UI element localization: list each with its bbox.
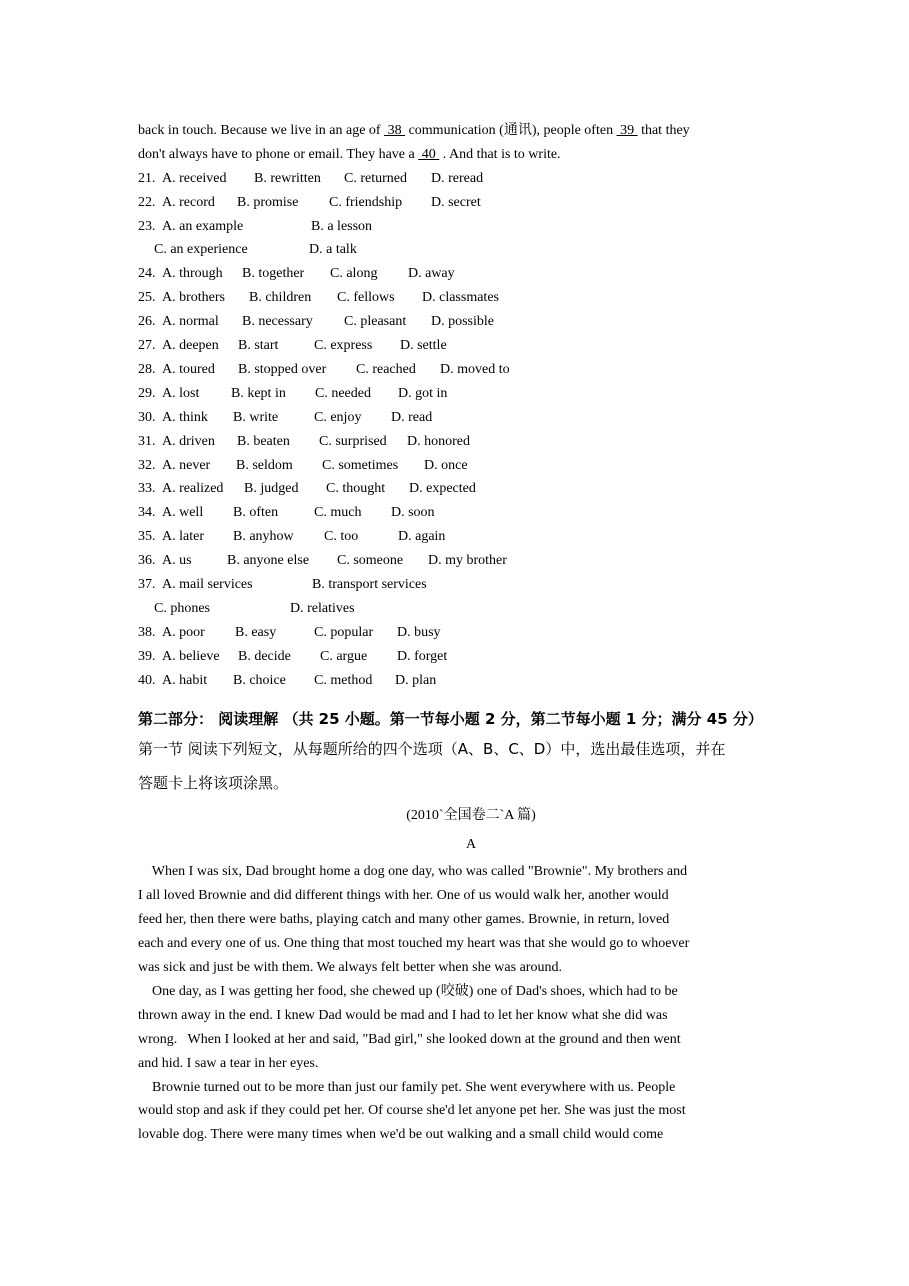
question-30 <box>138 406 778 430</box>
passage-body <box>138 860 778 1147</box>
option-b: B. anyhow <box>233 529 294 545</box>
option-d: D. a talk <box>309 242 357 258</box>
cloze-text: back in touch. Because we live in an age of <box>138 123 385 138</box>
option-d: D. soon <box>391 505 435 521</box>
option-c: C. returned <box>344 170 407 186</box>
question-23 <box>138 215 778 239</box>
passage-line: would stop and ask if they could pet her. Of course she'd let anyone pet her. She was just the most <box>138 1103 686 1119</box>
option-b: B. choice <box>233 672 286 688</box>
option-c: C. argue <box>320 648 368 664</box>
passage-line: lovable dog. There were many times when we'd be out walking and a small child would come <box>138 1127 664 1143</box>
option-d: D. away <box>408 266 455 282</box>
option-d: D. honored <box>407 433 470 449</box>
option-d: D. busy <box>397 624 441 640</box>
option-d: D. read <box>391 409 433 425</box>
option-d: D. reread <box>431 170 484 186</box>
option-a: A. normal <box>162 314 219 330</box>
option-c: C. friendship <box>329 194 403 210</box>
cloze-text: don't always have to phone or email. They have a <box>138 146 419 162</box>
option-d: D. possible <box>431 314 494 330</box>
option-d: D. moved to <box>440 361 510 377</box>
option-a: A. through <box>162 266 223 282</box>
option-c: C. popular <box>314 624 374 640</box>
question-25 <box>138 286 778 310</box>
passage-line: and hid. I saw a tear in her eyes. <box>138 1055 319 1071</box>
option-b: B. anyone else <box>227 553 310 569</box>
option-d: D. secret <box>431 194 481 210</box>
option-b: B. beaten <box>237 433 290 449</box>
option-d: D. forget <box>397 648 448 664</box>
question-number: 40. <box>138 672 156 688</box>
question-number: 31. <box>138 433 156 449</box>
blank-39: 39 <box>616 123 638 138</box>
option-a: A. record <box>162 194 215 210</box>
blank-40: 40 <box>418 146 440 162</box>
part2-instruction-line-1: 第一节 阅读下列短文，从每题所给的四个选项（A、B、C、D）中，选出最佳选项，并在 <box>138 740 726 759</box>
option-d: D. my brother <box>428 553 507 569</box>
question-number: 33. <box>138 481 156 497</box>
passage-line: One day, as I was getting her food, she chewed up (咬破) one of Dad's shoes, which had to be <box>138 983 678 999</box>
option-c: C. pleasant <box>344 314 407 330</box>
option-b: B. transport services <box>312 576 427 592</box>
option-a: A. deepen <box>162 338 219 354</box>
question-number: 21. <box>138 170 156 186</box>
option-b: B. promise <box>237 194 299 210</box>
option-d: D. got in <box>398 385 448 401</box>
question-number: 23. <box>138 218 156 234</box>
option-b: B. necessary <box>242 314 313 330</box>
option-c: C. an experience <box>154 242 248 258</box>
option-a: A. think <box>162 409 208 425</box>
option-c: C. reached <box>356 361 416 377</box>
question-number: 25. <box>138 290 156 306</box>
question-22 <box>138 191 778 215</box>
option-a: A. realized <box>162 481 224 497</box>
question-37-second-line <box>138 597 778 621</box>
passage-line: feed her, then there were baths, playing catch and many other games. Brownie, in return, loved <box>138 912 670 928</box>
cloze-text: communication (通讯), people often <box>405 123 617 138</box>
question-31 <box>138 430 778 454</box>
question-23-second-line <box>138 238 778 262</box>
option-d: D. expected <box>409 481 476 497</box>
option-c: C. enjoy <box>314 409 362 425</box>
option-c: C. much <box>314 505 362 521</box>
question-number: 36. <box>138 553 156 569</box>
cloze-line-2 <box>138 143 778 167</box>
option-d: D. relatives <box>290 600 355 616</box>
option-d: D. classmates <box>422 290 499 306</box>
part2-instruction-line-2: 答题卡上将该项涂黑。 <box>138 774 289 793</box>
option-a: A. received <box>162 170 227 186</box>
option-a: A. driven <box>162 433 215 449</box>
question-26 <box>138 310 778 334</box>
passage-line: When I was six, Dad brought home a dog one day, who was called "Brownie". My brothers and <box>138 864 688 880</box>
question-number: 26. <box>138 314 156 330</box>
cloze-text: that they <box>637 123 690 138</box>
option-c: C. along <box>330 266 378 282</box>
option-b: B. easy <box>235 624 277 640</box>
question-35 <box>138 525 778 549</box>
question-37 <box>138 573 778 597</box>
option-a: A. mail services <box>162 576 253 592</box>
option-d: D. plan <box>395 672 437 688</box>
option-a: A. lost <box>162 385 200 401</box>
question-list <box>138 167 778 693</box>
option-a: A. us <box>162 553 192 569</box>
question-29 <box>138 382 778 406</box>
question-number: 38. <box>138 624 156 640</box>
cloze-text: . And that is to write. <box>439 146 561 162</box>
question-number: 35. <box>138 529 156 545</box>
option-b: B. together <box>242 266 305 282</box>
question-39 <box>138 645 778 669</box>
option-c: C. thought <box>326 481 386 497</box>
option-b: B. a lesson <box>311 218 373 234</box>
question-number: 30. <box>138 409 156 425</box>
option-a: A. poor <box>162 624 205 640</box>
question-number: 24. <box>138 266 156 282</box>
cloze-line-1 <box>138 119 778 143</box>
option-c: C. phones <box>154 600 210 616</box>
question-32 <box>138 454 778 478</box>
option-a: A. habit <box>162 672 208 688</box>
passage-line: was sick and just be with them. We always felt better when she was around. <box>138 960 562 976</box>
passage-line: Brownie turned out to be more than just our family pet. She went everywhere with us. People <box>138 1079 676 1095</box>
option-a: A. believe <box>162 648 220 664</box>
option-d: D. settle <box>400 338 447 354</box>
option-c: C. fellows <box>337 290 395 306</box>
question-21 <box>138 167 778 191</box>
passage-source: (2010`全国卷二`A 篇) <box>406 808 536 824</box>
question-number: 37. <box>138 576 156 592</box>
question-number: 32. <box>138 457 156 473</box>
option-c: C. sometimes <box>322 457 399 473</box>
option-a: A. later <box>162 529 204 545</box>
option-b: B. judged <box>244 481 299 497</box>
question-number: 39. <box>138 648 156 664</box>
option-b: B. write <box>233 409 279 425</box>
question-24 <box>138 262 778 286</box>
question-number: 29. <box>138 385 156 401</box>
option-c: C. too <box>324 529 359 545</box>
option-b: B. rewritten <box>254 170 321 186</box>
option-b: B. stopped over <box>238 361 327 377</box>
passage-line: each and every one of us. One thing that most touched my heart was that she would go to whoever <box>138 936 690 952</box>
option-c: C. method <box>314 672 373 688</box>
document-content <box>138 119 778 1147</box>
question-34 <box>138 501 778 525</box>
option-b: B. children <box>249 290 312 306</box>
question-28 <box>138 358 778 382</box>
option-c: C. surprised <box>319 433 387 449</box>
option-c: C. needed <box>315 385 371 401</box>
question-38 <box>138 621 778 645</box>
passage-letter: A <box>465 837 477 853</box>
option-d: D. once <box>424 457 468 473</box>
option-a: A. toured <box>162 361 215 377</box>
blank-38: 38 <box>384 123 406 138</box>
question-40 <box>138 669 778 693</box>
question-number: 28. <box>138 361 156 377</box>
question-number: 22. <box>138 194 156 210</box>
part2-heading: 第二部分： 阅读理解 （共 25 小题。第一节每小题 2 分，第二节每小题 1 分；满分 45 分） <box>138 710 763 729</box>
option-b: B. kept in <box>231 385 286 401</box>
passage-line: thrown away in the end. I knew Dad would be mad and I had to let her know what she did was <box>138 1007 668 1023</box>
passage-line: I all loved Brownie and did different things with her. One of us would walk her, another would <box>138 888 669 904</box>
question-number: 27. <box>138 338 156 354</box>
option-b: B. start <box>238 338 279 354</box>
option-d: D. again <box>398 529 446 545</box>
option-c: C. someone <box>337 553 404 569</box>
option-a: A. an example <box>162 218 244 234</box>
option-a: A. never <box>162 457 211 473</box>
passage-line: wrong. When I looked at her and said, "Bad girl," she looked down at the ground and then went <box>138 1031 681 1047</box>
option-a: A. brothers <box>162 290 225 306</box>
option-b: B. decide <box>238 648 291 664</box>
question-27 <box>138 334 778 358</box>
option-b: B. seldom <box>236 457 293 473</box>
option-b: B. often <box>233 505 279 521</box>
question-33 <box>138 477 778 501</box>
question-36 <box>138 549 778 573</box>
option-c: C. express <box>314 338 373 354</box>
question-number: 34. <box>138 505 156 521</box>
option-a: A. well <box>162 505 204 521</box>
